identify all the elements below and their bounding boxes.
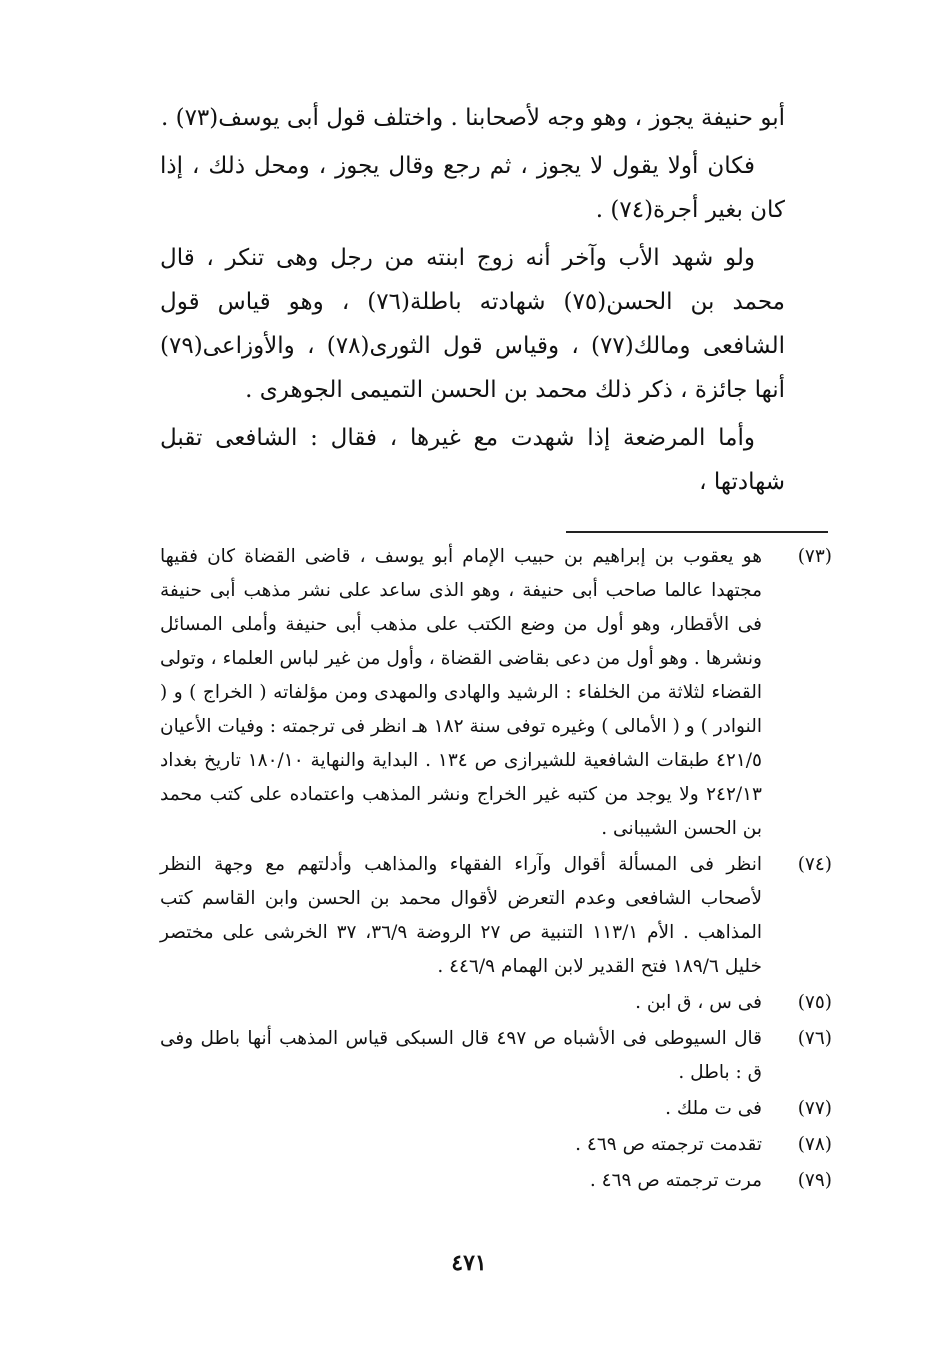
footnote-separator-rule xyxy=(566,531,828,533)
footnote xyxy=(160,1092,832,1126)
footnote-text: تقدمت ترجمته ص ٤٦٩ . xyxy=(575,1134,762,1155)
footnote xyxy=(160,986,832,1020)
footnotes xyxy=(160,540,832,1200)
main-paragraph: فكان أولا يقول لا يجوز ، ثم رجع وقال يجوز ، ومحل ذلك ، إذا كان بغير أجرة(٧٤) . xyxy=(160,153,785,223)
footnote-number: (٧٣) xyxy=(797,546,832,567)
footnote xyxy=(160,540,832,846)
footnote xyxy=(160,1022,832,1090)
footnote xyxy=(160,1128,832,1162)
footnote xyxy=(160,848,832,984)
footnote-text: فى س ، ق ابن . xyxy=(635,992,762,1013)
footnote-number: (٧٧) xyxy=(797,1098,832,1119)
main-paragraph: ولو شهد الأب وآخر أنه زوج ابنته من رجل وهى تنكر ، قال محمد بن الحسن(٧٥) شهادته باطلة(٧٦) ، وهو قياس قول الشافعى ومالك(٧٧) ، وقياس قول الثورى(٧٨) ، والأوزاعى(٧٩) أنها جائزة ، ذكر ذلك محمد بن الحسن التميمى الجوهرى . xyxy=(160,245,785,403)
footnote-text: هو يعقوب بن إبراهيم بن حبيب الإمام أبو يوسف ، قاضى القضاة كان فقيها مجتهدا عالما صاحب أبى حنيفة ، وهو الذى ساعد على نشر مذهب أبى حنيفة فى الأقطار، وهو أول من وضع الكتب على مذهب أبى حنيفة وأملى المسائل ونشرها . وهو أول من دعى بقاضى القضاة ، وأول من غير لباس العلماء ، وتولى القضاء لثلاثة من الخلفاء : الرشيد والهادى والمهدى ومن مؤلفاته ( الخراج ) و ( النوادر ) و ( الأمالى ) وغيره توفى سنة ١٨٢ هـ انظر فى ترجمته : وفيات الأعيان ٤٢١/٥ طبقات الشافعية للشيرازى ص ١٣٤ . البداية والنهاية ١٨٠/١٠ تاريخ بغداد ٢٤٢/١٣ ولا يوجد من كتبه غير الخراج ونشر المذهب واعتماده على كتب محمد بن الحسن الشيبانى . xyxy=(160,546,762,839)
footnote-text: انظر فى المسألة أقوال وآراء الفقهاء والمذاهب وأدلتهم مع وجهة النظر لأصحاب الشافعى وعدم التعرض لأقوال محمد بن الحسن وابن القاسم كتب المذاهب . الأم ١١٣/١ التنبية ص ٢٧ الروضة ٣٦/٩، ٣٧ الخرشى على مختصر خليل ١٨٩/٦ فتح القدير لابن الهمام ٤٤٦/٩ . xyxy=(160,854,762,977)
footnote-number: (٧٨) xyxy=(797,1134,832,1155)
page-number: ٤٧١ xyxy=(451,1250,487,1276)
footnote-text: مرت ترجمته ص ٤٦٩ . xyxy=(589,1170,762,1191)
main-paragraph: أبو حنيفة يجوز ، وهو وجه لأصحابنا . واختلف قول أبى يوسف(٧٣) . xyxy=(160,105,785,131)
main-paragraph: وأما المرضعة إذا شهدت مع غيرها ، فقال : الشافعى تقبل شهادتها ، xyxy=(160,425,785,495)
footnote-number: (٧٩) xyxy=(797,1170,832,1191)
footnote xyxy=(160,1164,832,1198)
footnote-number: (٧٦) xyxy=(797,1028,832,1049)
footnote-text: قال السيوطى فى الأشباه ص ٤٩٧ قال السبكى قياس المذهب أنها باطل وفى ق : باطل . xyxy=(160,1028,762,1083)
footnote-number: (٧٥) xyxy=(797,992,832,1013)
footnote-number: (٧٤) xyxy=(797,854,832,875)
main-text xyxy=(160,96,785,508)
footnote-text: فى ت ملك . xyxy=(665,1098,762,1119)
